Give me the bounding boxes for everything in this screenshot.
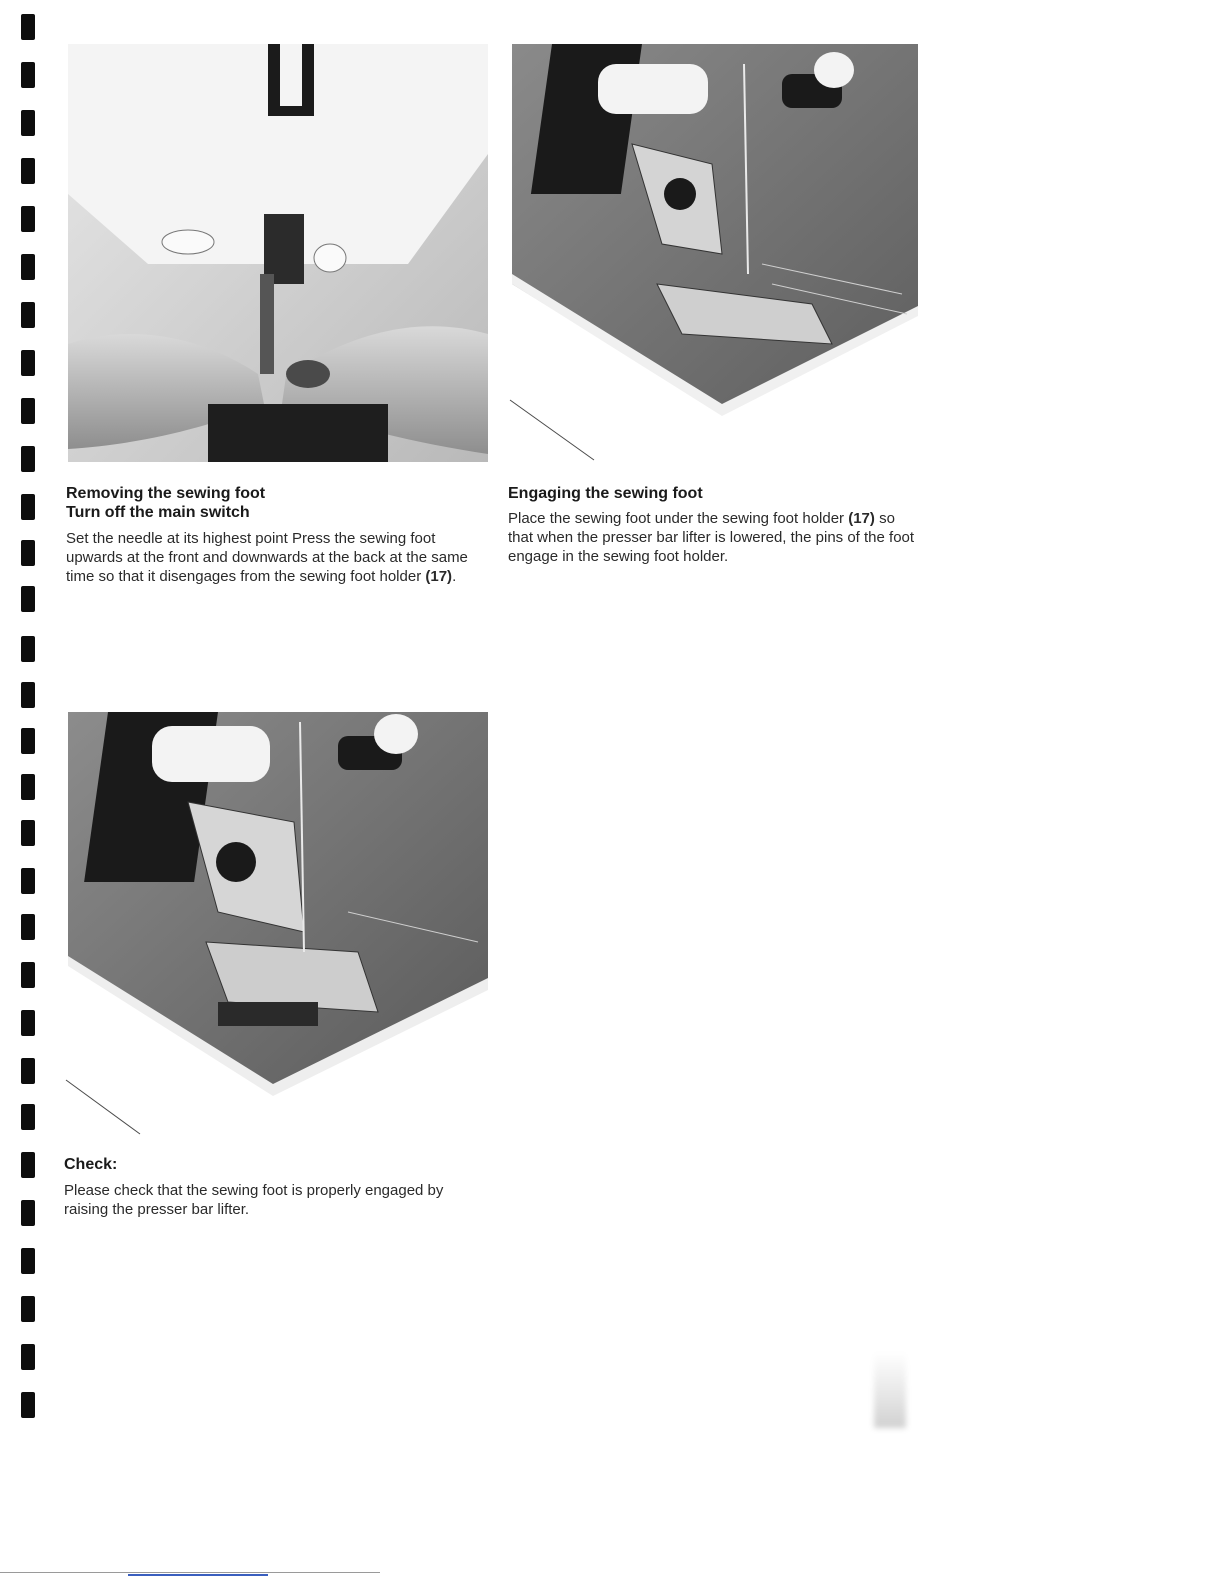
engaging-instructions: [508, 509, 918, 566]
removing-instructions: [66, 529, 486, 586]
binding-hole: [21, 1344, 35, 1370]
binding-hole: [21, 1010, 35, 1036]
binding-hole: [21, 728, 35, 754]
binding-hole: [21, 206, 35, 232]
reference-17: (17): [425, 568, 453, 585]
removing-heading: Removing the sewing foot: [66, 485, 266, 502]
binding-hole: [21, 1200, 35, 1226]
photo-engaging-sewing-foot: [512, 44, 918, 422]
binding-hole: [21, 158, 35, 184]
removing-text-end: .: [452, 568, 457, 585]
photo-checking-sewing-foot: [68, 712, 488, 1098]
binding-hole: [21, 254, 35, 280]
binding-hole: [21, 1392, 35, 1418]
removing-text-start: Set the needle at its highest point Press the sewing foot upwards at the front and downwards at the back at the same time so that it disengages from the sewing foot holder: [66, 530, 468, 585]
binding-hole: [21, 820, 35, 846]
binding-hole: [21, 1248, 35, 1274]
binding-hole: [21, 398, 35, 424]
binding-holes: [0, 0, 40, 1584]
engaging-heading: Engaging the sewing foot: [508, 485, 703, 502]
binding-hole: [21, 110, 35, 136]
binding-hole: [21, 446, 35, 472]
binding-hole: [21, 586, 35, 612]
footer-accent-line: [128, 1574, 268, 1576]
binding-hole: [21, 1104, 35, 1130]
binding-hole: [21, 1296, 35, 1322]
footer-rule: [0, 1572, 380, 1573]
reference-17: (17): [848, 510, 875, 527]
binding-hole: [21, 540, 35, 566]
binding-hole: [21, 962, 35, 988]
binding-hole: [21, 636, 35, 662]
binding-hole: [21, 14, 35, 40]
binding-hole: [21, 1058, 35, 1084]
scan-smudge: [874, 1352, 906, 1428]
leader-line: [64, 1078, 144, 1138]
binding-hole: [21, 914, 35, 940]
check-text: Please check that the sewing foot is properly engaged by raising the presser bar lifter.: [64, 1182, 444, 1218]
binding-hole: [21, 774, 35, 800]
binding-hole: [21, 494, 35, 520]
leader-line: [508, 398, 598, 464]
engaging-text-end: so that when the presser bar lifter is lowered, the pins of the foot engage in the sewing foot holder.: [508, 510, 915, 565]
photo-removing-sewing-foot: [68, 44, 488, 462]
binding-hole: [21, 1152, 35, 1178]
check-heading: Check:: [64, 1156, 118, 1173]
binding-hole: [21, 62, 35, 88]
binding-hole: [21, 682, 35, 708]
binding-hole: [21, 302, 35, 328]
removing-subheading: Turn off the main switch: [66, 504, 250, 521]
engaging-text-start: Place the sewing foot under the sewing foot holder: [508, 510, 849, 527]
binding-hole: [21, 868, 35, 894]
binding-hole: [21, 350, 35, 376]
